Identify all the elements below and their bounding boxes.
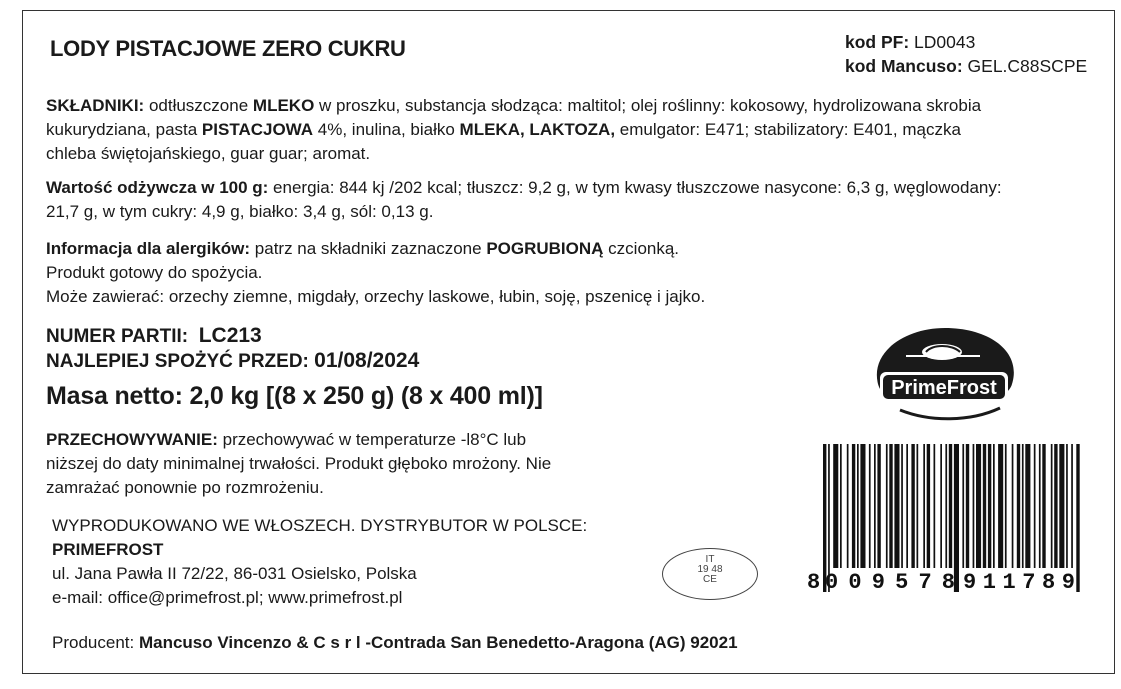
barcode-bar — [911, 444, 914, 568]
barcode-bar — [1059, 444, 1064, 568]
barcode-bar — [886, 444, 888, 568]
pf-code-label: kod PF: — [845, 32, 910, 52]
barcode-bar — [901, 444, 903, 568]
ingredient-pistachio: PISTACJOWA — [201, 120, 314, 139]
allergen-milk-lactose: MLEKA, LAKTOZA, — [459, 120, 616, 139]
barcode-digit-first: 8 — [807, 570, 821, 595]
barcode-bar — [973, 444, 975, 568]
ingredients-label: SKŁADNIKI: — [46, 96, 145, 115]
allergen-text: patrz na składniki zaznaczone — [250, 239, 487, 258]
mark-number: 19 48 — [697, 564, 723, 575]
ingredients-text: 4%, inulina, białko — [313, 120, 460, 139]
barcode-bar — [966, 444, 969, 568]
nutrition-section — [46, 176, 1002, 224]
barcode-bar — [962, 444, 964, 568]
barcode-bar — [917, 444, 919, 568]
barcode-bar — [998, 444, 1003, 568]
barcode-bar — [833, 444, 838, 568]
ingredients-text: odtłuszczone — [144, 96, 253, 115]
allergen-label: Informacja dla alergików: — [46, 239, 251, 258]
barcode-bar — [1039, 444, 1041, 568]
best-before-label: NAJLEPIEJ SPOŻYĆ PRZED: — [46, 351, 309, 372]
batch-value: LC213 — [198, 324, 262, 347]
barcode-bar — [993, 444, 995, 568]
ingredients-text: w proszku, substancja słodząca: maltitol; olej roślinny: kokosowy, hydrolizowana skrobia — [314, 96, 982, 115]
product-title: LODY PISTACJOWE ZERO CUKRU — [50, 36, 406, 61]
barcode-bar — [1076, 444, 1079, 592]
barcode-bar — [1012, 444, 1014, 568]
barcode-bar — [894, 444, 899, 568]
barcode-bar — [840, 444, 842, 568]
storage-text: niższej do daty minimalnej trwałości. Produkt głęboko mrożony. Nie — [46, 454, 552, 473]
barcode-bar — [860, 444, 865, 568]
barcode-bar — [923, 444, 925, 568]
barcode-bar — [1017, 444, 1020, 568]
barcode-bar — [852, 444, 855, 568]
barcode-bar — [983, 444, 986, 568]
allergen-section — [46, 237, 705, 309]
allergen-bold-word: POGRUBIONĄ — [486, 239, 604, 258]
ingredients-section — [46, 94, 981, 166]
mark-country: IT — [705, 554, 715, 565]
distributor-address: ul. Jana Pawła II 72/22, 86-031 Osielsko, Polska — [52, 564, 417, 583]
batch-section — [46, 324, 419, 374]
ingredients-text: kukurydziana, pasta — [46, 120, 202, 139]
barcode-bar — [1042, 444, 1045, 568]
primefrost-logo — [860, 322, 1030, 426]
best-before-value: 01/08/2024 — [314, 349, 420, 372]
identification-mark — [662, 548, 758, 600]
ingredients-text: emulgator: E471; stabilizatory: E401, mączka — [615, 120, 961, 139]
net-mass: Masa netto: 2,0 kg [(8 x 250 g) (8 x 400 ml)] — [46, 382, 543, 410]
barcode-bar — [1025, 444, 1030, 568]
barcode — [805, 438, 1085, 598]
storage-text: zamrażać ponownie po rozmrożeniu. — [46, 478, 324, 497]
logo-text: PrimeFrost — [891, 377, 997, 399]
producer-label: Producent: — [52, 633, 135, 652]
mancuso-code-value: GEL.C88SCPE — [967, 56, 1088, 76]
barcode-bar — [877, 444, 880, 568]
barcode-bar — [949, 444, 952, 568]
barcode-bar — [945, 444, 947, 568]
barcode-bar — [889, 444, 892, 568]
storage-text: przechowywać w temperaturze -l8°C lub — [217, 430, 527, 449]
barcode-digits-right: 911789 — [963, 570, 1075, 595]
storage-label: PRZECHOWYWANIE: — [46, 430, 218, 449]
allergen-milk: MLEKO — [252, 96, 315, 115]
barcode-bar — [1034, 444, 1036, 568]
barcode-bar — [1005, 444, 1007, 568]
storage-section — [46, 428, 551, 500]
pf-code-value: LD0043 — [914, 32, 976, 52]
distributor-section — [52, 514, 587, 610]
producer-value: Mancuso Vincenzo & C s r l -Contrada San Benedetto-Aragona (AG) 92021 — [134, 633, 738, 652]
made-in-italy-text: WYPRODUKOWANO WE WŁOSZECH. DYSTRYBUTOR W POLSCE: — [52, 516, 588, 535]
barcode-bar — [857, 444, 859, 568]
barcode-bar — [988, 444, 991, 568]
barcode-bar — [940, 444, 942, 568]
barcode-bar — [927, 444, 930, 568]
mark-ce: CE — [703, 574, 717, 585]
ingredients-text: chleba świętojańskiego, guar guar; aromat. — [46, 144, 371, 163]
distributor-name: PRIMEFROST — [52, 540, 164, 559]
barcode-digits-left: 009578 — [825, 570, 955, 595]
barcode-bar — [906, 444, 908, 568]
nutrition-label: Wartość odżywcza w 100 g: — [46, 178, 269, 197]
barcode-bar — [934, 444, 936, 568]
barcode-bar — [1022, 444, 1024, 568]
allergen-text: czcionką. — [603, 239, 680, 258]
distributor-contact: e-mail: office@primefrost.pl; www.primefrost.pl — [52, 588, 403, 607]
barcode-bar — [1051, 444, 1053, 568]
nutrition-text: energia: 844 kj /202 kcal; tłuszcz: 9,2 g, w tym kwasy tłuszczowe nasycone: 6,3 g, węglowodany: — [268, 178, 1002, 197]
barcode-bar — [1066, 444, 1068, 568]
barcode-bar — [847, 444, 849, 568]
producer-line — [52, 633, 738, 653]
product-codes — [845, 30, 1087, 78]
barcode-bar — [1054, 444, 1057, 568]
ready-to-eat-text: Produkt gotowy do spożycia. — [46, 263, 263, 282]
mancuso-code-label: kod Mancuso: — [845, 56, 963, 76]
barcode-bar — [874, 444, 876, 568]
barcode-bar — [869, 444, 871, 568]
batch-label: NUMER PARTII: — [46, 326, 189, 347]
barcode-bar — [976, 444, 981, 568]
nutrition-text: 21,7 g, w tym cukry: 4,9 g, białko: 3,4 g, sól: 0,13 g. — [46, 202, 434, 221]
barcode-bar — [1071, 444, 1073, 568]
may-contain-text: Może zawierać: orzechy ziemne, migdały, orzechy laskowe, łubin, soję, pszenicę i jajko. — [46, 287, 706, 306]
